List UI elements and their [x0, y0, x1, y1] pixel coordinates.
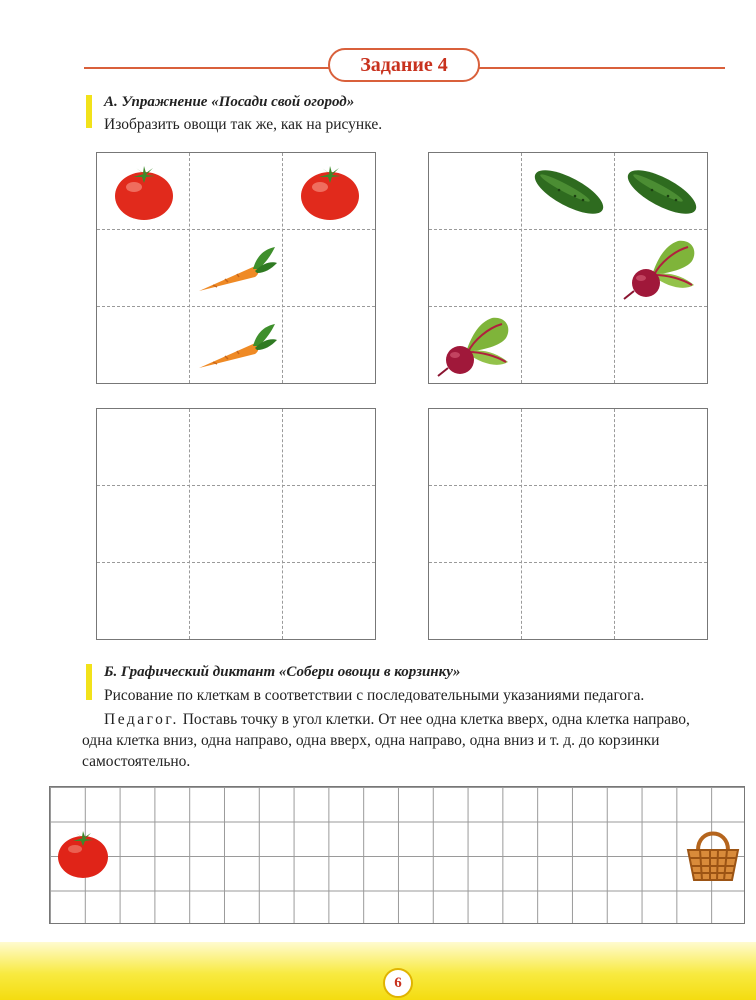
start-tomato [56, 828, 110, 880]
section-b-instruction: Рисование по клеткам в соответствии с последовательными указаниями педагога. [104, 687, 645, 704]
section-a-instruction: Изобразить овощи так же, как на рисунке. [104, 116, 383, 133]
carrot-cell [190, 230, 283, 307]
section-a-marker [86, 95, 92, 128]
header-rule-right [478, 67, 725, 69]
section-b-marker [86, 664, 92, 700]
sample-grid-right [428, 152, 708, 384]
beet-cell [615, 230, 708, 307]
dictation-text-1: Поставь точку в угол клетки. От нее одна клетка вверх, одна клетка направо, [178, 711, 690, 728]
task-title: Задание 4 [328, 48, 480, 82]
basket-icon [684, 826, 742, 882]
drawing-grid-right[interactable] [428, 408, 708, 640]
tomato-icon [56, 828, 110, 880]
dictation-grid[interactable] [49, 786, 745, 924]
goal-basket [684, 826, 742, 882]
tomato-cell [283, 153, 376, 230]
beet-icon [436, 312, 516, 380]
sample-grid-left [96, 152, 376, 384]
speaker-label: Педагог. [104, 711, 179, 728]
cucumber-icon [529, 164, 609, 220]
cucumber-icon [622, 164, 702, 220]
tomato-cell [97, 153, 190, 230]
page-number: 6 [383, 968, 413, 998]
section-b-dictation-line2: одна клетка вниз, одна направо, одна вверх, одна направо, одна вниз и т. д. до корзинки [82, 732, 660, 749]
page-footer-band [0, 942, 756, 1000]
section-b-title: Б. Графический диктант «Собери овощи в корзинку» [104, 664, 461, 680]
section-a-title: А. Упражнение «Посади свой огород» [104, 94, 355, 110]
header-rule-left [84, 67, 330, 69]
section-b-dictation-line3: самостоятельно. [82, 753, 191, 770]
carrot-cell [190, 307, 283, 384]
cucumber-cell [615, 153, 708, 230]
carrot-icon [195, 241, 279, 297]
beet-icon [622, 235, 702, 303]
carrot-icon [195, 318, 279, 374]
tomato-icon [298, 162, 362, 222]
drawing-grid-left[interactable] [96, 408, 376, 640]
cucumber-cell [522, 153, 615, 230]
beet-cell [429, 307, 522, 384]
section-b-dictation-line1 [104, 710, 690, 730]
tomato-icon [112, 162, 176, 222]
